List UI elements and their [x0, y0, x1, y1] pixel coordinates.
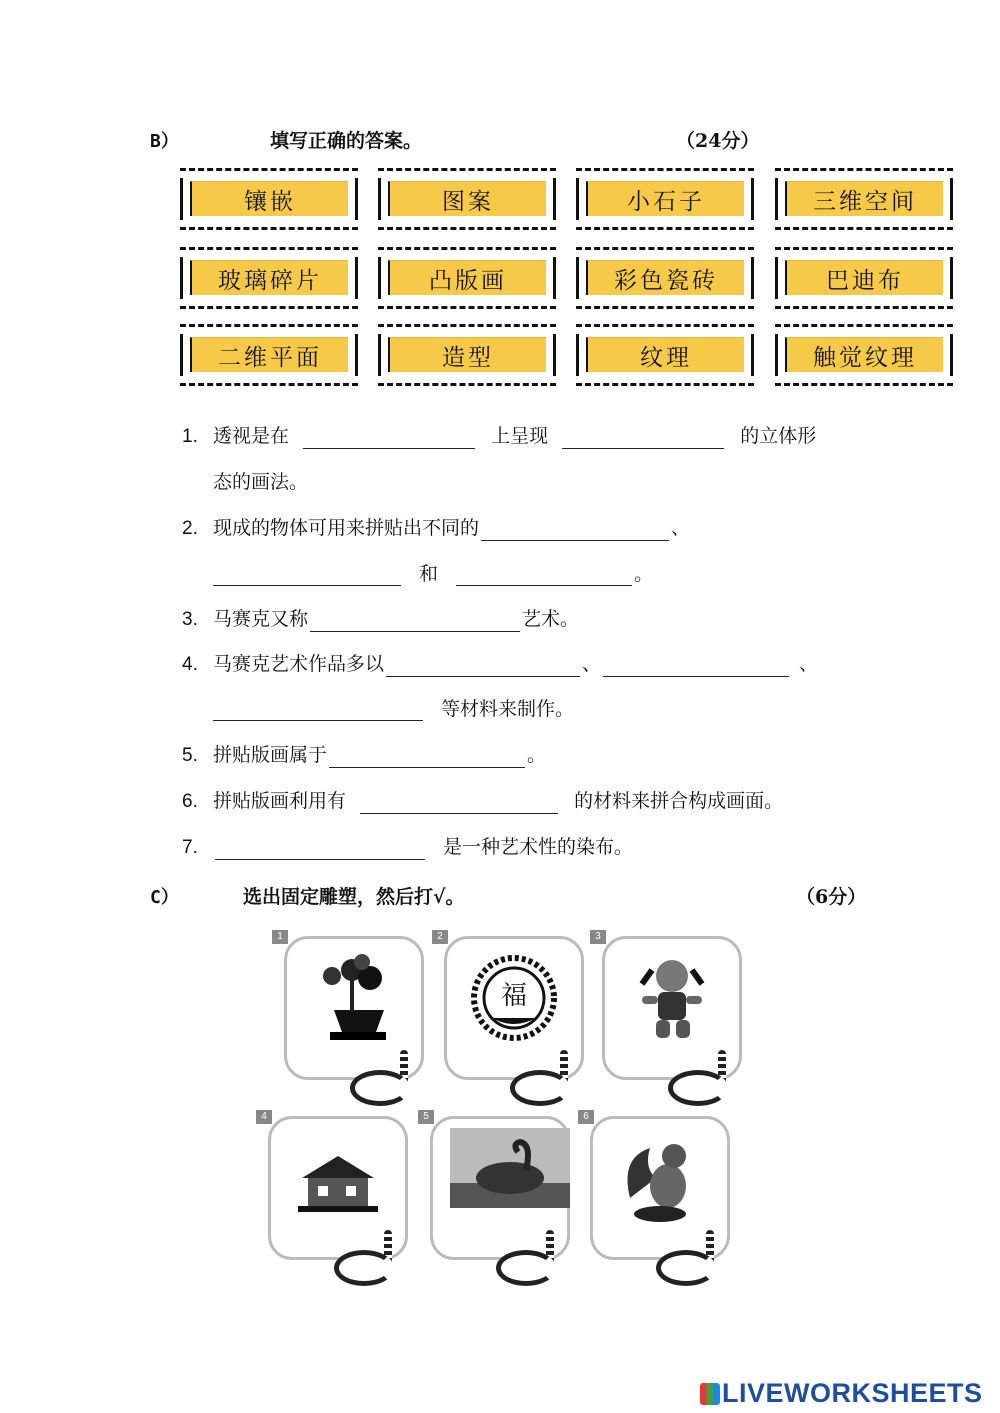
- word-chip[interactable]: 二维平面: [190, 337, 348, 372]
- question-text: 拼贴版画利用有: [213, 790, 347, 812]
- separator: 、: [671, 517, 691, 539]
- question-text: 和: [419, 563, 439, 585]
- card-number: 5: [418, 1110, 434, 1124]
- tick-answer-box[interactable]: [496, 1244, 554, 1280]
- question-number: 5.: [182, 745, 198, 766]
- card-number: 2: [432, 930, 448, 944]
- answer-oval[interactable]: [496, 1250, 556, 1286]
- word-chip[interactable]: 纹理: [586, 337, 744, 372]
- liveworksheets-logo: [700, 1378, 983, 1409]
- question-text: 马赛克又称: [213, 608, 309, 630]
- answer-blank[interactable]: [562, 426, 724, 449]
- word-bank-cell: [576, 247, 754, 309]
- section-b-score: （24分）: [676, 130, 760, 152]
- answer-blank[interactable]: [213, 563, 401, 586]
- question-text: 上呈现: [491, 425, 549, 447]
- answer-oval[interactable]: [668, 1070, 728, 1106]
- answer-blank[interactable]: [386, 654, 580, 677]
- question-7: [182, 835, 633, 860]
- word-bank-cell: [180, 168, 358, 230]
- section-b-instruction: 填写正确的答案。: [270, 130, 423, 152]
- word-bank-cell: [378, 168, 556, 230]
- answer-blank[interactable]: [213, 698, 423, 721]
- word-chip[interactable]: 镶嵌: [190, 181, 348, 216]
- section-c-instruction: 选出固定雕塑，然后打√。: [243, 886, 465, 908]
- word-bank-cell: [576, 168, 754, 230]
- question-3: [182, 607, 579, 632]
- word-chip[interactable]: 三维空间: [785, 181, 943, 216]
- question-4: [182, 652, 818, 677]
- question-text: 透视是在: [213, 425, 290, 447]
- answer-blank[interactable]: [303, 426, 475, 449]
- question-2: [182, 516, 690, 541]
- word-bank-cell: [180, 247, 358, 309]
- word-bank-cell: [576, 324, 754, 386]
- word-chip[interactable]: 小石子: [586, 181, 744, 216]
- question-end: 。: [634, 563, 654, 585]
- separator: 、: [799, 653, 819, 675]
- card-number: 3: [590, 930, 606, 944]
- question-5: [182, 743, 546, 768]
- word-chip[interactable]: 触觉纹理: [785, 337, 943, 372]
- word-chip[interactable]: 玻璃碎片: [190, 260, 348, 295]
- question-number: 7.: [182, 837, 198, 858]
- question-end: 。: [527, 744, 547, 766]
- answer-oval[interactable]: [656, 1250, 716, 1286]
- question-number: 4.: [182, 654, 198, 675]
- question-text: 的立体形: [740, 425, 817, 447]
- answer-blank[interactable]: [310, 609, 520, 632]
- house-model-icon: [288, 1128, 388, 1228]
- answer-oval[interactable]: [350, 1070, 410, 1106]
- tick-answer-box[interactable]: [350, 1064, 408, 1100]
- question-1: [182, 424, 816, 449]
- answer-blank[interactable]: [481, 518, 669, 541]
- word-chip[interactable]: 巴迪布: [785, 260, 943, 295]
- card-number: 1: [272, 930, 288, 944]
- word-bank-cell: [775, 324, 953, 386]
- word-chip[interactable]: 图案: [388, 181, 546, 216]
- question-1-continued: 态的画法。: [213, 471, 309, 493]
- question-text: 拼贴版画属于: [213, 744, 328, 766]
- question-number: 2.: [182, 518, 198, 539]
- word-chip[interactable]: 凸版画: [388, 260, 546, 295]
- word-chip[interactable]: 造型: [388, 337, 546, 372]
- question-number: 3.: [182, 609, 198, 630]
- squirrel-sculpture-icon: [610, 1128, 710, 1228]
- answer-blank[interactable]: [215, 837, 425, 860]
- question-text: 是一种艺术性的染布。: [443, 836, 634, 858]
- flower-pot-sculpture-icon: [304, 948, 404, 1048]
- answer-oval[interactable]: [334, 1250, 394, 1286]
- question-end: 艺术。: [522, 608, 580, 630]
- section-c-label: C）: [150, 887, 179, 908]
- tick-answer-box[interactable]: [668, 1064, 726, 1100]
- question-text: 马赛克艺术作品多以: [213, 653, 385, 675]
- card-number: 6: [578, 1110, 594, 1124]
- logo-icon: [700, 1383, 720, 1405]
- answer-blank[interactable]: [603, 654, 789, 677]
- word-bank-cell: [180, 324, 358, 386]
- question-text: 等材料来制作。: [441, 698, 575, 720]
- tick-answer-box[interactable]: [656, 1244, 714, 1280]
- question-text: 现成的物体可用来拼贴出不同的: [213, 517, 480, 539]
- swan-sculpture-photo-icon: [450, 1128, 550, 1228]
- question-6: [182, 789, 783, 814]
- answer-blank[interactable]: [456, 563, 632, 586]
- word-bank-cell: [775, 247, 953, 309]
- section-c-score: （6分）: [796, 886, 867, 908]
- tick-answer-box[interactable]: [334, 1244, 392, 1280]
- question-2-continued: [211, 562, 653, 586]
- section-b-label: B）: [150, 131, 179, 152]
- word-chip[interactable]: 彩色瓷砖: [586, 260, 744, 295]
- separator: 、: [582, 653, 602, 675]
- tick-answer-box[interactable]: [510, 1064, 568, 1100]
- answer-oval[interactable]: [510, 1070, 570, 1106]
- question-number: 1.: [182, 426, 198, 447]
- svg-text:福: 福: [500, 981, 528, 1011]
- word-bank-cell: [775, 168, 953, 230]
- word-bank-cell: [378, 324, 556, 386]
- question-number: 6.: [182, 791, 198, 812]
- fu-papercut-icon: [464, 948, 564, 1048]
- question-text: 的材料来拼合构成画面。: [574, 790, 784, 812]
- question-4-continued: [211, 697, 574, 721]
- word-bank-cell: [378, 247, 556, 309]
- doll-icon: [622, 948, 722, 1048]
- answer-blank[interactable]: [360, 791, 558, 814]
- card-number: 4: [256, 1110, 272, 1124]
- logo-text: LIVEWORKSHEETS: [722, 1378, 983, 1408]
- answer-blank[interactable]: [329, 745, 525, 768]
